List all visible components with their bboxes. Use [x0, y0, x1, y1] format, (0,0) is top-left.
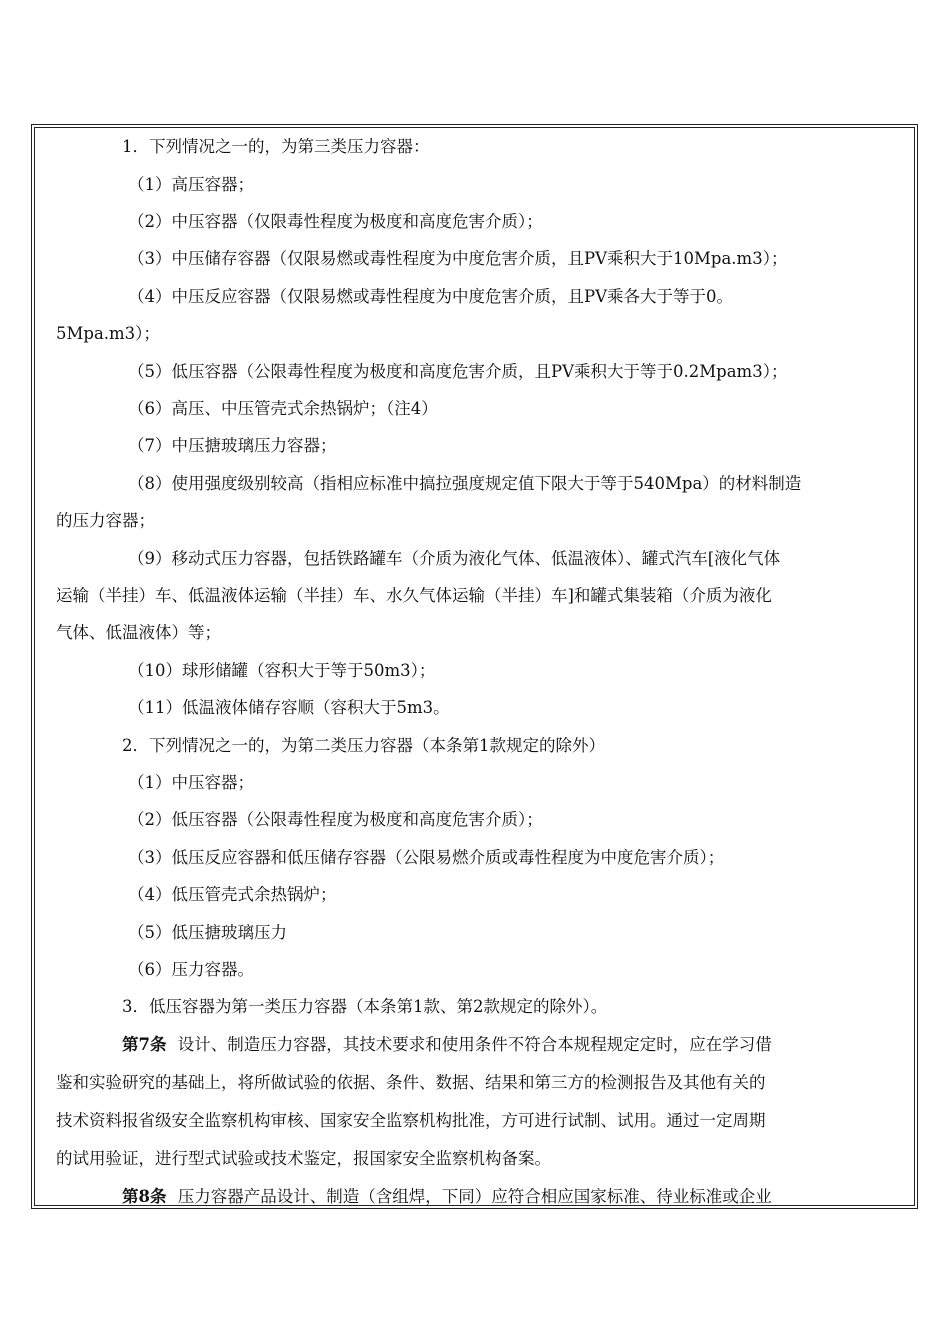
article-7-line-2: 鉴和实验研究的基础上，将所做试验的依据、条件、数据、结果和第三方的检测报告及其他有关的 [56, 1073, 766, 1092]
article-7-text: 设计、制造压力容器，其技术要求和使用条件不符合本规程规定定时，应在学习借 [177, 1035, 772, 1054]
list-item: （4）中压反应容器（仅限易燃或毒性程度为中度危害介质，且PV乘各大于等于0。 [128, 287, 734, 306]
article-7-line-4: 的试用验证，进行型式试验或技术鉴定，报国家安全监察机构备案。 [56, 1149, 551, 1168]
list-item: （10）球形储罐（容积大于等于50m3）； [128, 661, 436, 680]
article-7-line-1 [122, 1034, 772, 1056]
list-item: （3）低压反应容器和低压储存容器（公限易燃介质或毒性程度为中度危害介质）； [128, 848, 725, 867]
article-7-label: 第7条 [122, 1035, 167, 1054]
list-item: （1）高压容器； [128, 175, 254, 194]
list-item: （8）使用强度级别较高（指相应标准中搞拉强度规定值下限大于等于540Mpa）的材料制造 [128, 474, 802, 493]
list-item-continuation: 气体、低温液体）等； [56, 623, 221, 642]
list-item: （9）移动式压力容器，包括铁路罐车（介质为液化气体、低温液体）、罐式汽车[液化气体 [128, 549, 781, 568]
list-item: （6）高压、中压管壳式余热锅炉；（注4） [128, 399, 438, 418]
list-item: （2）低压容器（公限毒性程度为极度和高度危害介质）； [128, 810, 543, 829]
list-item-continuation: 5Mpa.m3）； [56, 324, 160, 343]
article-8-text: 压力容器产品设计、制造（含组焊，下同）应符合相应国家标准、待业标准或企业 [177, 1187, 772, 1206]
list-item-continuation: 运输（半挂）车、低温液体运输（半挂）车、水久气体运输（半挂）车]和罐式集装箱（介质为液化 [56, 586, 772, 605]
article-8-line-1 [122, 1186, 772, 1208]
list-item: （5）低压容器（公限毒性程度为极度和高度危害介质，且PV乘积大于等于0.2Mpam3）； [128, 362, 788, 381]
list-item: （7）中压搪玻璃压力容器； [128, 436, 337, 455]
list-item: （6）压力容器。 [128, 960, 254, 979]
list-item: （1）中压容器； [128, 773, 254, 792]
article-7-line-3: 技术资料报省级安全监察机构审核、国家安全监察机构批准，方可进行试制、试用。通过一定周期 [56, 1111, 766, 1130]
article-8-label: 第8条 [122, 1187, 167, 1206]
paragraph-class3-heading: 1．下列情况之一的，为第三类压力容器： [122, 137, 430, 156]
list-item: （2）中压容器（仅限毒性程度为极度和高度危害介质）； [128, 212, 543, 231]
list-item: （11）低温液体储存容顺（容积大于5m3。 [128, 698, 450, 717]
list-item-continuation: 的压力容器； [56, 511, 155, 530]
list-item: （5）低压搪玻璃压力 [128, 923, 287, 942]
paragraph-class1: 3．低压容器为第一类压力容器（本条第1款、第2款规定的除外）。 [122, 997, 608, 1016]
paragraph-class2-heading: 2．下列情况之一的，为第二类压力容器（本条第1款规定的除外） [122, 736, 605, 755]
list-item: （4）低压管壳式余热锅炉； [128, 885, 337, 904]
list-item: （3）中压储存容器（仅限易燃或毒性程度为中度危害介质，且PV乘积大于10Mpa.m3）； [128, 249, 788, 268]
